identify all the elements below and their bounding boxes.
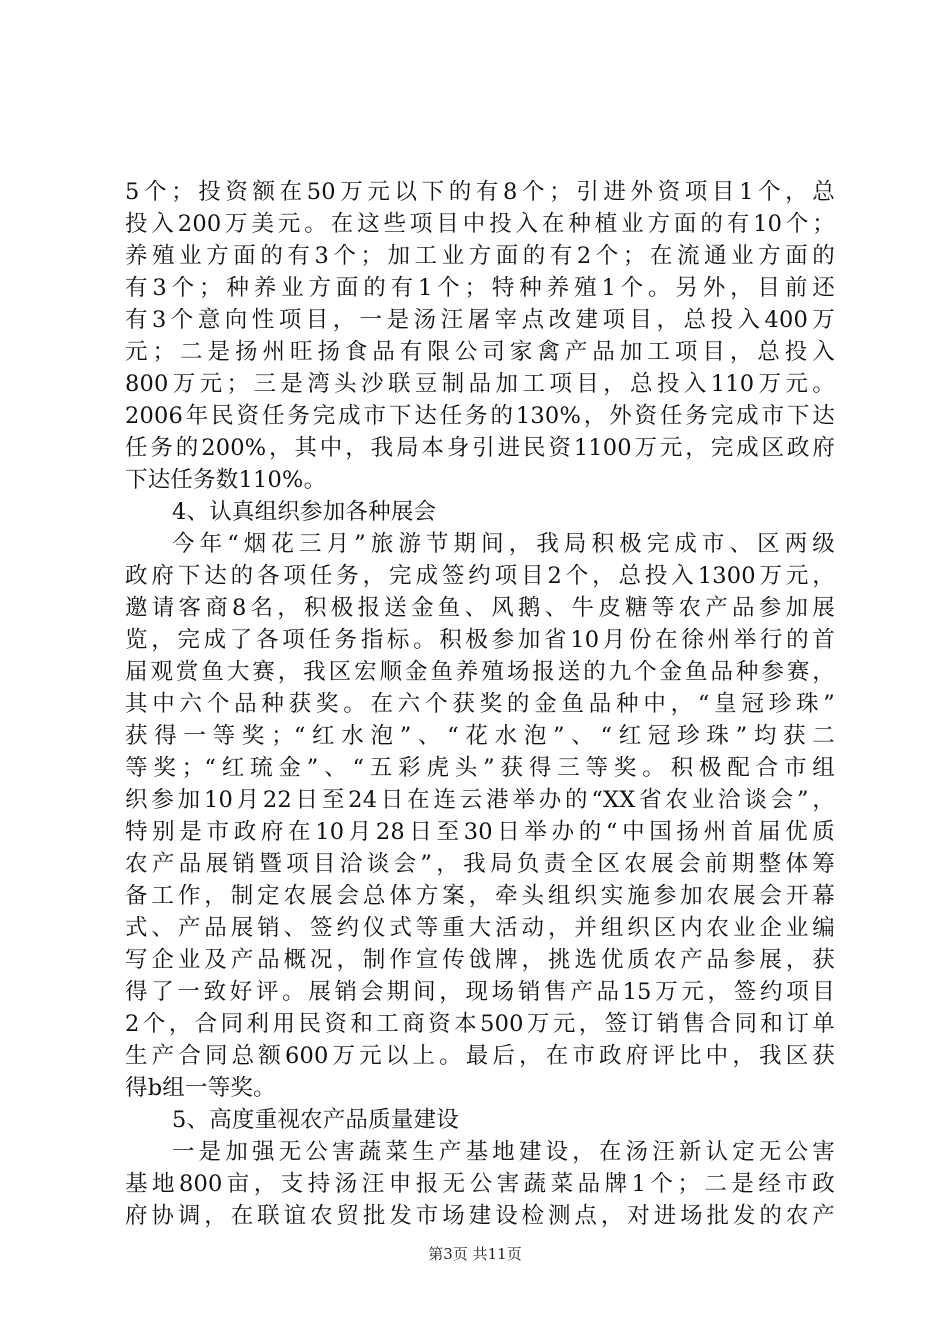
text-line: 基地800亩，支持汤汪申报无公害蔬菜品牌1个；二是经市政 — [125, 1171, 835, 1197]
text-line: 获得一等奖；“红水泡”、“花水泡”、“红冠珍珠”均获二 — [125, 723, 835, 749]
text-line: 写企业及产品概况，制作宣传戗牌，挑选优质农产品参展，获 — [125, 947, 835, 973]
text-line: 生产合同总额600万元以上。最后，在市政府评比中，我区获 — [125, 1043, 835, 1069]
text-line: 织参加10月22日至24日在连云港举办的“XX省农业洽谈会”， — [125, 787, 835, 813]
section-heading: 5、高度重视农产品质量建设 — [172, 1107, 459, 1133]
section-heading: 4、认真组织参加各种展会 — [172, 499, 437, 525]
text-line: 府协调，在联谊农贸批发市场建设检测点，对进场批发的农产 — [125, 1203, 835, 1229]
text-line: 任务的200%，其中，我局本身引进民资1100万元，完成区政府 — [125, 435, 835, 461]
page-footer: 第3页 共11页 — [428, 1245, 522, 1263]
text-line: 800万元；三是湾头沙联豆制品加工项目，总投入110万元。 — [125, 371, 835, 397]
text-line: 2006年民资任务完成市下达任务的130%，外资任务完成市下达 — [125, 403, 835, 429]
text-line: 等奖；“红琉金”、“五彩虎头”获得三等奖。积极配合市组 — [125, 755, 835, 781]
text-line: 5个；投资额在50万元以下的有8个；引进外资项目1个，总 — [125, 179, 835, 205]
text-line: 届观赏鱼大赛，我区宏顺金鱼养殖场报送的九个金鱼品种参赛， — [125, 659, 835, 685]
text-line: 养殖业方面的有3个；加工业方面的有2个；在流通业方面的 — [125, 243, 835, 269]
text-line: 特别是市政府在10月28日至30日举办的“中国扬州首届优质 — [125, 819, 835, 845]
text-line: 2个，合同利用民资和工商资本500万元，签订销售合同和订单 — [125, 1011, 835, 1037]
body-text — [125, 176, 835, 1232]
text-line: 式、产品展销、签约仪式等重大活动，并组织区内农业企业编 — [125, 915, 835, 941]
text-line: 得了一致好评。展销会期间，现场销售产品15万元，签约项目 — [125, 979, 835, 1005]
text-line: 有3个意向性项目，一是汤汪屠宰点改建项目，总投入400万 — [125, 307, 835, 333]
text-line: 投入200万美元。在这些项目中投入在种植业方面的有10个； — [125, 211, 835, 237]
text-line: 今年“烟花三月”旅游节期间，我局积极完成市、区两级 — [172, 531, 835, 557]
text-line: 有3个；种养业方面的有1个；特种养殖1个。另外，目前还 — [125, 275, 835, 301]
text-line: 下达任务数110%。 — [125, 467, 327, 493]
text-line: 得b组一等奖。 — [125, 1075, 276, 1101]
text-line: 邀请客商8名，积极报送金鱼、风鹅、牛皮糖等农产品参加展 — [125, 595, 835, 621]
text-line: 览，完成了各项任务指标。积极参加省10月份在徐州举行的首 — [125, 627, 835, 653]
text-line: 一是加强无公害蔬菜生产基地建设，在汤汪新认定无公害 — [172, 1139, 835, 1165]
text-line: 其中六个品种获奖。在六个获奖的金鱼品种中，“皇冠珍珠” — [125, 691, 835, 717]
text-line: 备工作，制定农展会总体方案，牵头组织实施参加农展会开幕 — [125, 883, 835, 909]
text-line: 农产品展销暨项目洽谈会”，我局负责全区农展会前期整体筹 — [125, 851, 835, 877]
text-line: 元；二是扬州旺扬食品有限公司家禽产品加工项目，总投入 — [125, 339, 835, 365]
text-line: 政府下达的各项任务，完成签约项目2个，总投入1300万元， — [125, 563, 835, 589]
